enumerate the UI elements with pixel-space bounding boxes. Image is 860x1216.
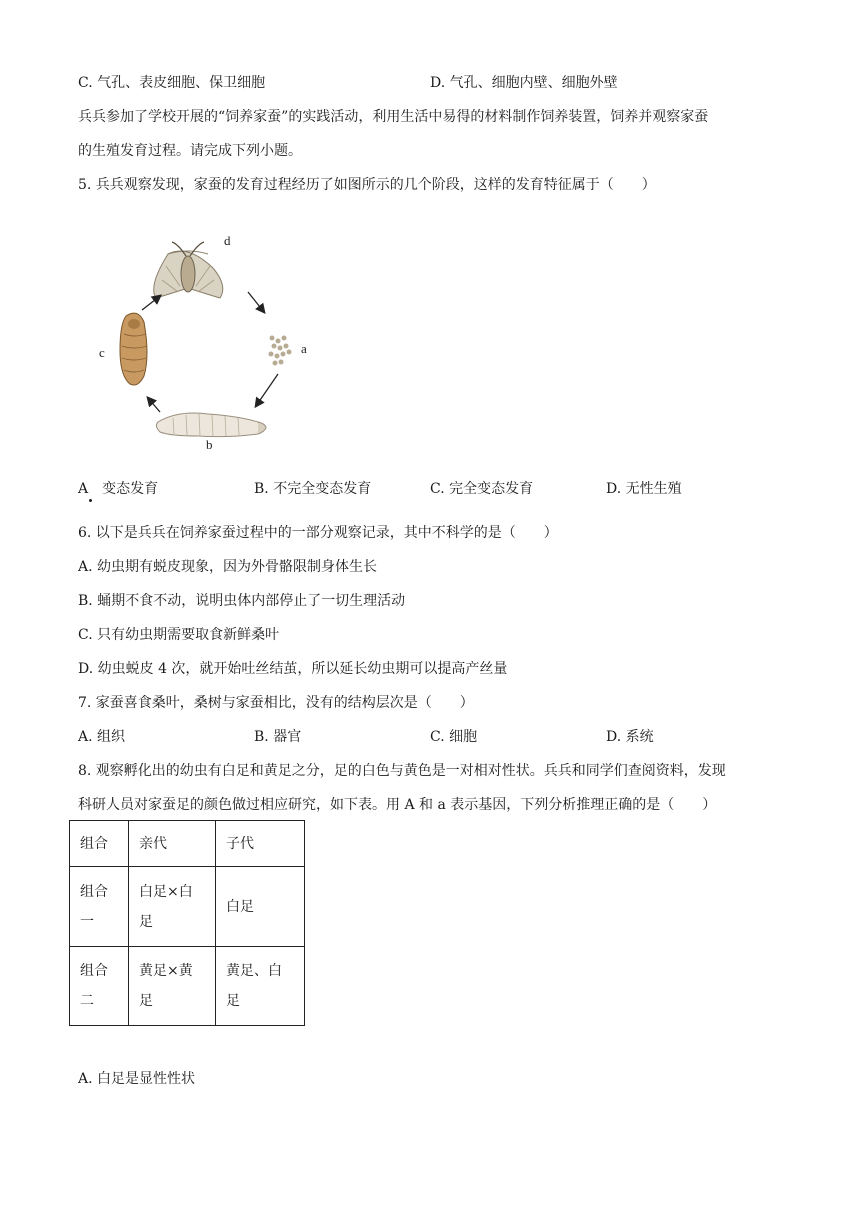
label-d: d [224, 233, 231, 248]
header-cell: 组合 [70, 821, 129, 867]
parents-cell-line: 足 [139, 913, 153, 930]
q6-option-c: C. 只有幼虫期需要取食新鲜桑叶 [78, 627, 280, 643]
q4-option-d: D. 气孔、细胞内壁、细胞外壁 [430, 75, 618, 91]
eggs-image [269, 336, 292, 366]
stray-dot [89, 499, 92, 502]
larva-image [156, 413, 266, 437]
q7-option-d: D. 系统 [606, 729, 654, 745]
q8-option-a: A. 白足是显性性状 [78, 1071, 196, 1087]
parents-cell [129, 867, 216, 947]
label-a: a [301, 341, 307, 356]
group-cell-line: 组合 [80, 963, 108, 979]
parents-cell [129, 947, 216, 1026]
table-row [70, 947, 305, 1026]
offspring-cell: 白足 [216, 867, 305, 947]
arrow-d-to-a [248, 292, 264, 312]
moth-image [154, 242, 223, 298]
lifecycle-diagram [88, 226, 328, 458]
silkworm-lifecycle-figure [88, 226, 328, 458]
table-row [70, 867, 305, 947]
q8-stem-line-1: 8. 观察孵化出的幼虫有白足和黄足之分，足的白色与黄色是一对相对性状。兵兵和同学们查阅资料，发现 [78, 763, 726, 779]
arrow-b-to-c [148, 398, 160, 412]
label-b: b [206, 437, 213, 452]
pupa-image [120, 313, 147, 385]
table-header-row [70, 821, 305, 867]
arrow-a-to-b [256, 374, 278, 406]
q6-option-d: D. 幼虫蜕皮 4 次，就开始吐丝结茧，所以延长幼虫期可以提高产丝量 [78, 661, 508, 677]
q6-option-b: B. 蛹期不食不动，说明虫体内部停止了一切生理活动 [78, 593, 406, 609]
header-cell: 子代 [216, 821, 305, 867]
group-cell [70, 947, 129, 1026]
intro-line-1: 兵兵参加了学校开展的“饲养家蚕”的实践活动，利用生活中易得的材料制作饲养装置，饲养并观察家蚕 [78, 109, 709, 125]
q6-option-a: A. 幼虫期有蜕皮现象，因为外骨骼限制身体生长 [78, 559, 378, 575]
q5-option-a: A 变态发育 [78, 481, 159, 497]
q4-option-c: C. 气孔、表皮细胞、保卫细胞 [78, 75, 266, 91]
q7-option-c: C. 细胞 [430, 729, 478, 745]
parents-cell-line: 白足×白 [139, 883, 193, 900]
q5-option-d: D. 无性生殖 [606, 481, 682, 497]
label-c: c [99, 345, 105, 360]
group-cell [70, 867, 129, 947]
q5-option-c: C. 完全变态发育 [430, 481, 534, 497]
genetics-table [69, 820, 305, 1026]
q8-stem-line-2: 科研人员对家蚕足的颜色做过相应研究，如下表。用 A 和 a 表示基因，下列分析推理正确的是（ ） [78, 797, 717, 813]
offspring-cell: 黄足、白足 [216, 947, 305, 1026]
q5-option-b: B. 不完全变态发育 [254, 481, 372, 497]
q6-stem: 6. 以下是兵兵在饲养家蚕过程中的一部分观察记录，其中不科学的是（ ） [78, 525, 558, 541]
q7-option-a: A. 组织 [78, 729, 126, 745]
parents-cell-line: 黄足×黄 [139, 963, 193, 979]
q5-stem: 5. 兵兵观察发现，家蚕的发育过程经历了如图所示的几个阶段，这样的发育特征属于（ ） [78, 177, 656, 193]
parents-cell-line: 足 [139, 993, 153, 1009]
header-cell: 亲代 [129, 821, 216, 867]
arrow-c-to-d [142, 296, 160, 310]
q7-stem: 7. 家蚕喜食桑叶，桑树与家蚕相比，没有的结构层次是（ ） [78, 695, 474, 711]
group-cell-line: 组合 [80, 883, 108, 900]
q7-option-b: B. 器官 [254, 729, 302, 745]
intro-line-2: 的生殖发育过程。请完成下列小题。 [78, 143, 302, 159]
group-cell-line: 一 [80, 913, 94, 930]
group-cell-line: 二 [80, 993, 94, 1009]
